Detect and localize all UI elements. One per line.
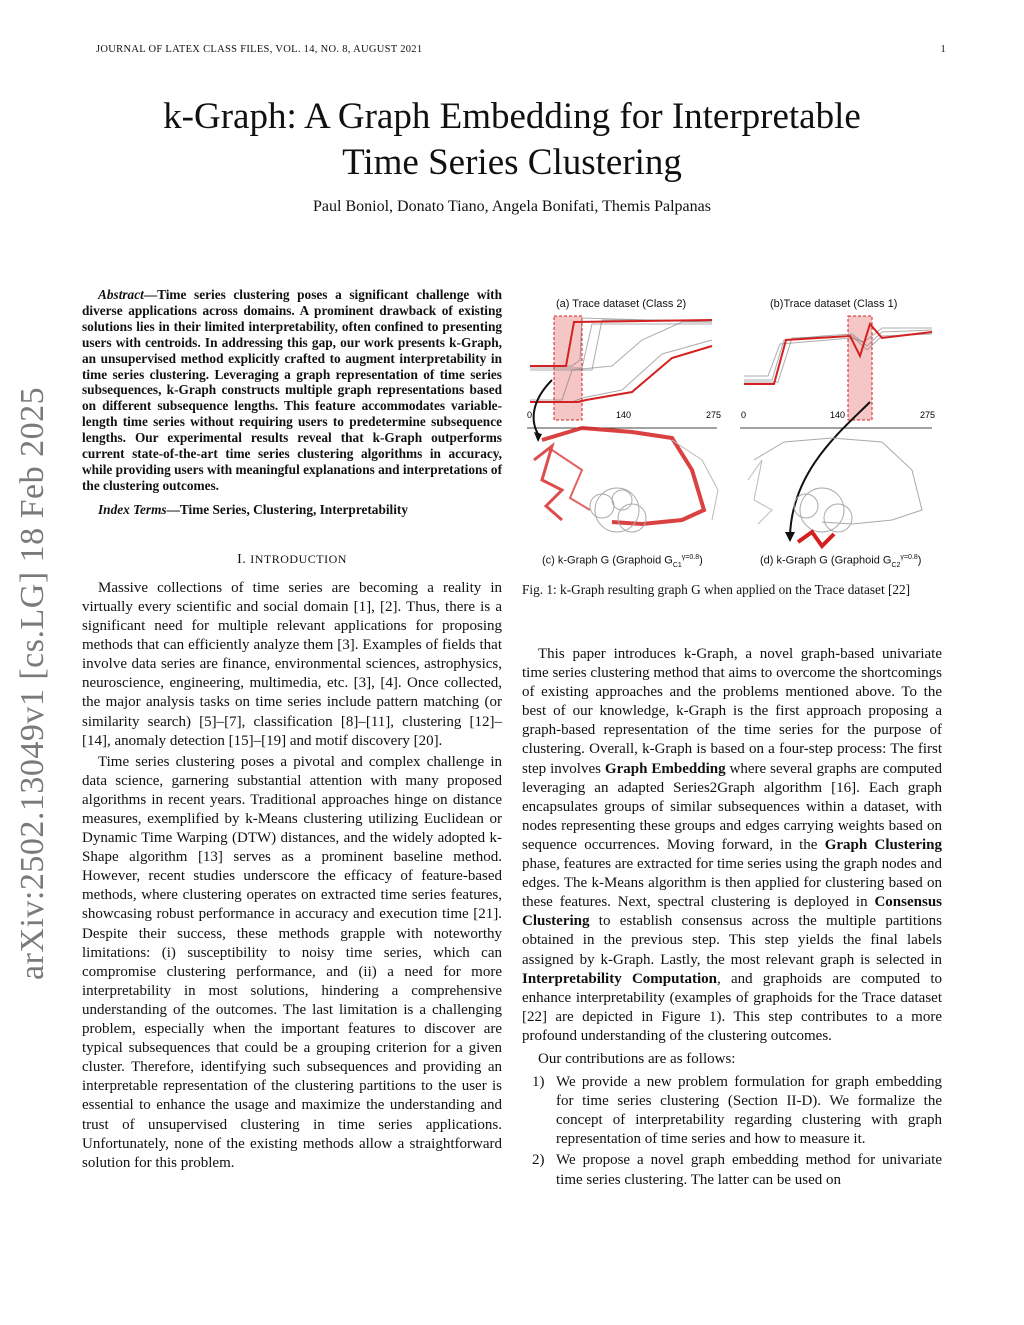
overview-text-4: to establish consensus across the multiple partitions obtained in the previous step. This step yields the final labels assigned by k-Graph. Lastly, the most relevant graph is selected in xyxy=(522,913,942,968)
panel-d-arrow xyxy=(790,402,870,536)
arxiv-identifier: arXiv:2502.13049v1 [cs.LG] 18 Feb 2025 xyxy=(14,386,51,980)
overview-text-3: phase, features are extracted for time series using the graph nodes and edges. The k-Means algorithm is then applied for clustering based on these features. Next, spectral clustering is deployed in xyxy=(522,856,942,911)
title-line-2: Time Series Clustering xyxy=(342,142,682,183)
left-column xyxy=(82,287,502,1173)
panel-a-label: (a) Trace dataset (Class 2) xyxy=(556,298,687,310)
panel-b-label: (b)Trace dataset (Class 1) xyxy=(770,298,898,310)
panel-c-label-text: (c) k-Graph G (Graphoid G xyxy=(542,554,673,567)
panel-c-label-sub: C1 xyxy=(672,561,682,569)
right-column xyxy=(522,645,942,1192)
index-terms-text: —Time Series, Clustering, Interpretability xyxy=(166,501,409,517)
page-number: 1 xyxy=(940,44,946,55)
contributions-intro: Our contributions are as follows: xyxy=(538,1050,736,1067)
contributions-list xyxy=(522,1073,942,1190)
index-terms-label: Index Terms xyxy=(98,501,167,517)
abstract xyxy=(82,287,502,494)
panel-b-tick-275: 275 xyxy=(920,410,936,420)
paper-title xyxy=(96,94,928,186)
section-title: INTRODUCTION xyxy=(250,551,347,566)
panel-b-tick-0: 0 xyxy=(741,410,747,420)
running-title: JOURNAL OF LATEX CLASS FILES, VOL. 14, NO. 8, AUGUST 2021 xyxy=(96,44,423,55)
step-interpretability: Interpretability Computation xyxy=(522,970,717,987)
panel-b-tick-140: 140 xyxy=(830,410,846,420)
figure-caption: Fig. 1: k-Graph resulting graph G when applied on the Trace dataset [22] xyxy=(522,582,911,597)
abstract-label: Abstract xyxy=(98,287,144,302)
panel-d-label-sub: C2 xyxy=(891,561,901,569)
panel-d-label: (d) k-Graph G (Graphoid $G_{C2}^{\gamma=0.8}$) xyxy=(760,554,922,569)
list-item-number: 1) xyxy=(532,1074,545,1091)
panel-a-plot xyxy=(527,316,721,428)
list-item xyxy=(522,1073,942,1149)
step-consensus-clustering: Consensus Clustering xyxy=(522,894,942,930)
panel-d-label-text: (d) k-Graph G (Graphoid G xyxy=(760,554,892,567)
list-item-text: We propose a novel graph embedding method for univariate time series clustering. The latter can be used on xyxy=(556,1152,942,1188)
figure-graphics xyxy=(522,310,942,570)
step-graph-embedding: Graph Embedding xyxy=(604,760,726,777)
overview-text-1: This paper introduces k-Graph, a novel graph-based univariate time series clustering method that aims to overcome the shortcomings of existing approaches and the problems mentioned above. To the best of our knowledge, k-Graph is the first approach proposing a graph-based representation of the time series for the purpose of clustering. Overall, k-Graph is based on a four-step process: The first step involves xyxy=(522,646,942,777)
panel-c-arrow xyxy=(534,380,552,434)
panel-c-label-sup: γ=0.8 xyxy=(681,554,700,561)
panel-a-tick-140: 140 xyxy=(616,410,632,420)
overview-paragraph xyxy=(522,645,942,1046)
panel-d-graph xyxy=(748,402,922,546)
overview-text-2: where several graphs are computed leveraging an adapted Series2Graph algorithm [16]. Each graph encapsulates groups of similar subsequences within a dataset, with nodes representing these groups and edges carrying weights based on sequence occurrences. Moving forward, in the xyxy=(522,760,942,853)
overview-text-5: , and graphoids are computed to enhance interpretability (examples of graphoids for the Trace dataset [22] are depicted in Figure 1). This step contributes to a more profound understanding of the clustering outcomes. xyxy=(522,970,942,1044)
panel-a-tick-275: 275 xyxy=(706,410,722,420)
abstract-text: —Time series clustering poses a significant challenge with diverse applications across domains. A prominent drawback of existing solutions lies in their limited interpretability, often confined to presenting users with centroids. In addressing this gap, our work presents k-Graph, an unsupervised method explicitly crafted to augment interpretability in time series clustering. Leveraging a graph representation of time series subsequences, k-Graph constructs multiple graph representations based on different subsequence lengths. This feature accommodates variable-length time series without requiring users to predetermine subsequence lengths. Our experimental results reveal that k-Graph outperforms current state-of-the-art time series clustering algorithms in accuracy, while providing users with meaningful explanations and interpretations of the clustering outcomes. xyxy=(82,287,502,493)
title-line-1: k-Graph: A Graph Embedding for Interpretable xyxy=(163,96,861,137)
running-header xyxy=(96,44,946,55)
list-item-text: We provide a new problem formulation for graph embedding for time series clustering (Section II-D). We formalize the concept of interpretability regarding clustering with graph representation of time series and how to measure it. xyxy=(556,1074,942,1148)
panel-c-label: (c) k-Graph G (Graphoid $G_{C1}^{\gamma=0.8}$) xyxy=(542,554,703,569)
section-number: I. xyxy=(237,551,247,567)
section-heading xyxy=(82,550,502,569)
panel-b-plot xyxy=(740,316,935,428)
author-list: Paul Boniol, Donato Tiano, Angela Bonifati, Themis Palpanas xyxy=(313,198,711,215)
step-graph-clustering: Graph Clustering xyxy=(824,836,943,853)
panel-d-label-sup: γ=0.8 xyxy=(900,554,918,561)
intro-paragraph-1: Massive collections of time series are becoming a reality in virtually every scientific and social domain [1], [2]. Thus, there is a significant need for multiple relevant applications for proposing methods that can efficiently analyze them [3]. Examples of fields that involve data series are finance, environmental sciences, astrophysics, neuroscience, engineering, multimedia, etc. [3], [4]. Once collected, the major analysis tasks on time series include pattern matching (or similarity search) [5]–[7], classification [8]–[11], clustering [12]–[14], anomaly detection [15]–[19] and motif discovery [20]. xyxy=(82,579,502,749)
list-item xyxy=(522,1151,942,1189)
panel-a-tick-0: 0 xyxy=(527,410,533,420)
figure-1 xyxy=(522,290,942,580)
intro-paragraph-2: Time series clustering poses a pivotal and complex challenge in data science, garnering substantial attention with many proposed algorithms in recent years. Traditional approaches hinge on distance measures, exemplified by k-Means clustering utilizing Euclidean or Dynamic Time Warping (DTW) distances, and the widely adopted k-Shape algorithm [13] serves as a prominent baseline method. However, recent studies underscore the efficacy of feature-based methods, where clustering operates on extracted time series features, showcasing robust performance in accuracy and execution time [21]. Despite their success, these methods grapple with noteworthy limitations: (i) susceptibility to noisy time series, which can compromise clustering performance, and (ii) a need for more interpretability in most solutions, hindering a comprehensive understanding of the outcomes. The last limitation is a challenging problem, especially when the important features to discover are typical subsequences that could be a grouping criterion for a given cluster. Therefore, identifying such subsequences and providing an interpretable representation of the clustering partitions to the user is essential to enhance the usage and maximize the understanding and trust of unsupervised clustering in time series applications. Unfortunately, none of the existing methods allow a straightforward solution for this problem. xyxy=(82,753,502,1171)
index-terms xyxy=(82,502,502,518)
list-item-number: 2) xyxy=(532,1152,545,1169)
